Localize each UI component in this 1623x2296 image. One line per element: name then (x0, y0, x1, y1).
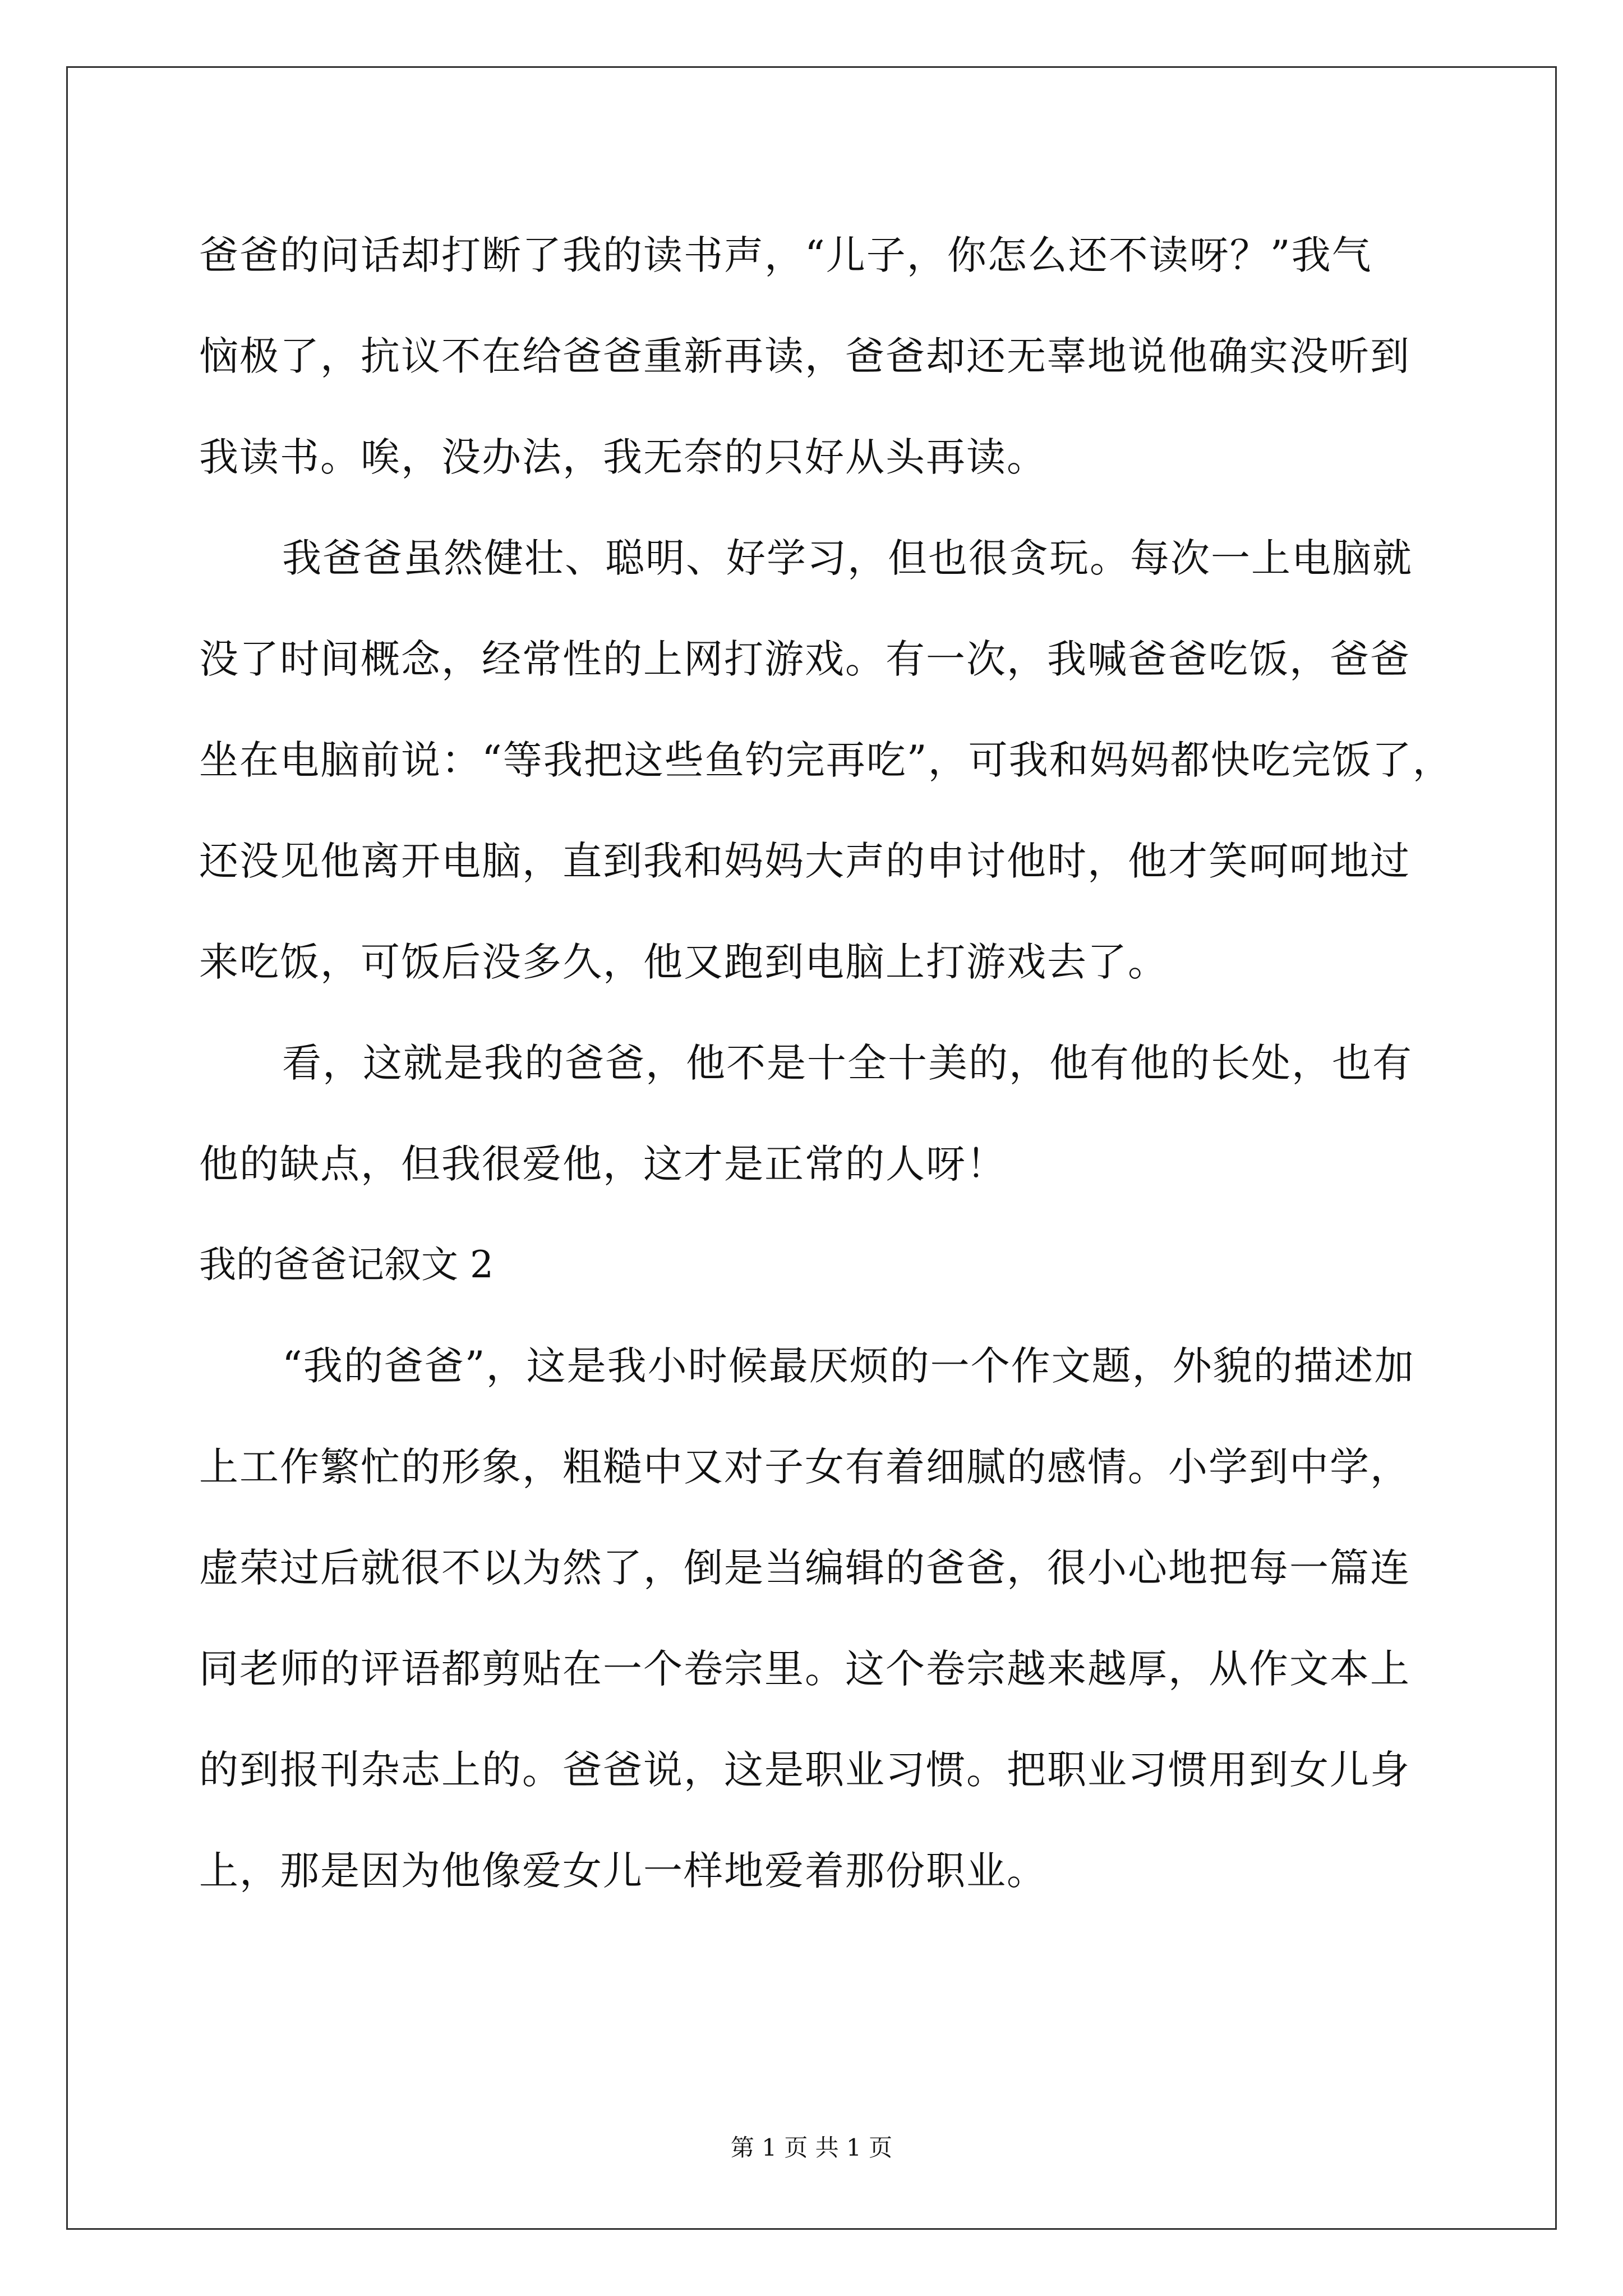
paragraph-line: 我爸爸虽然健壮、聪明、好学习，但也很贪玩。每次一上电脑就 (282, 535, 1413, 581)
paragraph-line: 虚荣过后就很不以为然了，倒是当编辑的爸爸，很小心地把每一篇连 (199, 1545, 1410, 1591)
paragraph-line: 我读书。唉，没办法，我无奈的只好从头再读。 (199, 434, 1047, 480)
paragraph-line: 上工作繁忙的形象，粗糙中又对子女有着细腻的感情。小学到中学， (199, 1444, 1410, 1490)
paragraph-line: 看，这就是我的爸爸，他不是十全十美的，他有他的长处，也有 (282, 1040, 1413, 1086)
paragraph-line: 同老师的评语都剪贴在一个卷宗里。这个卷宗越来越厚，从作文本上 (199, 1646, 1410, 1692)
document-body (199, 205, 1453, 1921)
paragraph-line: 爸爸的问话却打断了我的读书声，“儿子，你怎么还不读呀？”我气 (199, 232, 1372, 278)
paragraph-line: 上，那是因为他像爱女儿一样地爱着那份职业。 (199, 1848, 1047, 1894)
paragraph-line: 来吃饭，可饭后没多久，他又跑到电脑上打游戏去了。 (199, 939, 1168, 985)
paragraph-line: 没了时间概念，经常性的上网打游戏。有一次，我喊爸爸吃饭，爸爸 (199, 636, 1410, 682)
paragraph-line: “我的爸爸”，这是我小时候最厌烦的一个作文题，外貌的描述加 (282, 1343, 1415, 1389)
paragraph-line: 恼极了，抗议不在给爸爸重新再读，爸爸却还无辜地说他确实没听到 (199, 333, 1410, 379)
paragraph-line: 的到报刊杂志上的。爸爸说，这是职业习惯。把职业习惯用到女儿身 (199, 1747, 1410, 1793)
paragraph-line: 他的缺点，但我很爱他，这才是正常的人呀！ (199, 1141, 1007, 1187)
paragraph-line: 还没见他离开电脑，直到我和妈妈大声的申讨他时，他才笑呵呵地过 (199, 838, 1410, 884)
paragraph-line: 坐在电脑前说：“等我把这些鱼钓完再吃”，可我和妈妈都快吃完饭了， (199, 737, 1453, 783)
page-number-footer: 第 1 页 共 1 页 (730, 2134, 893, 2161)
section-heading: 我的爸爸记叙文 2 (199, 1243, 494, 1286)
